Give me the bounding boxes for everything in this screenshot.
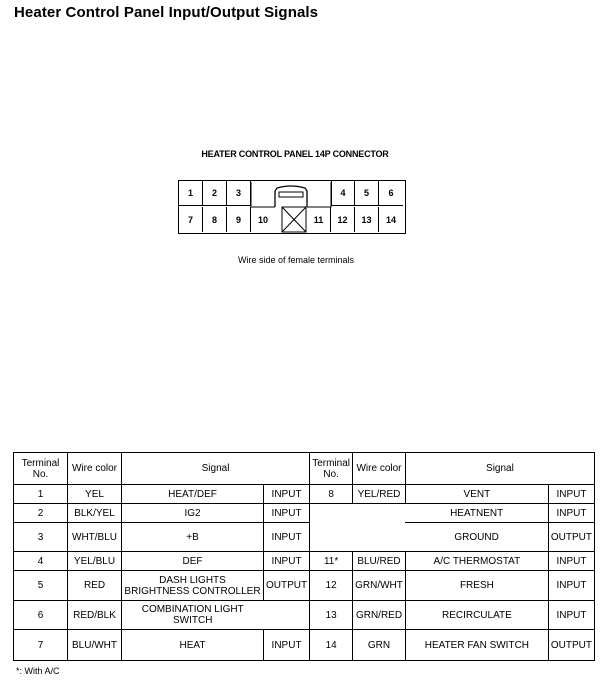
- signal-io: OUTPUT: [548, 630, 594, 661]
- table-row: [14, 601, 595, 630]
- signal-io: INPUT: [264, 523, 310, 552]
- terminal-header: Terminal No.: [310, 453, 353, 485]
- signal-name: IG2: [122, 504, 264, 523]
- terminal-no: [310, 523, 353, 552]
- wire-color: GRN/RED: [353, 601, 406, 630]
- signal-io: INPUT: [264, 504, 310, 523]
- signal-io: INPUT: [548, 601, 594, 630]
- signal-name: FRESH: [405, 571, 548, 601]
- signal-header: Signal: [122, 453, 310, 485]
- terminal-no: [310, 504, 353, 523]
- connector-caption: Wire side of female terminals: [237, 255, 355, 265]
- terminal-no: 3: [14, 523, 68, 552]
- signal-name: VENT: [405, 485, 548, 504]
- connector-lock-tab: [178, 180, 406, 234]
- signal-table: [13, 452, 595, 661]
- terminal-13: 13: [355, 207, 379, 232]
- terminal-no: 14: [310, 630, 353, 661]
- signal-name: HEAT: [122, 630, 264, 661]
- signal-name: RECIRCULATE: [405, 601, 548, 630]
- page-title: Heater Control Panel Input/Output Signals: [14, 4, 319, 21]
- terminal-no: 1: [14, 485, 68, 504]
- terminal-no: 6: [14, 601, 68, 630]
- wire-color: GRN/WHT: [353, 571, 406, 601]
- signal-name: HEAT/DEF: [122, 485, 264, 504]
- signal-io: INPUT: [548, 552, 594, 571]
- terminal-9: 9: [227, 207, 251, 232]
- wire-color: [353, 523, 406, 552]
- terminal-14: 14: [385, 214, 396, 225]
- wire-header: Wire color: [353, 453, 406, 485]
- table-row: [14, 523, 595, 552]
- signal-io: INPUT: [548, 504, 594, 523]
- wire-color: GRN: [353, 630, 406, 661]
- signal-io: [264, 601, 310, 630]
- table-row: [14, 504, 595, 523]
- footnote: *: With A/C: [16, 666, 60, 676]
- signal-name: [122, 571, 264, 601]
- terminal-no: 5: [14, 571, 68, 601]
- table-header: [14, 453, 595, 485]
- terminal-11: 11: [307, 207, 331, 232]
- signal-name: +B: [122, 523, 264, 552]
- table-row: [14, 630, 595, 661]
- signal-line: SWITCH: [173, 615, 213, 626]
- signal-line: BRIGHTNESS CONTROLLER: [124, 585, 261, 597]
- wire-color: YEL: [68, 485, 122, 504]
- signal-line: COMBINATION LIGHT: [141, 604, 244, 615]
- signal-io: OUTPUT: [548, 523, 594, 552]
- wire-header: Wire color: [68, 453, 122, 485]
- wire-color: WHT/BLU: [68, 523, 122, 552]
- signal-header: Signal: [405, 453, 594, 485]
- terminal-no: 11*: [310, 552, 353, 571]
- terminal-7: 7: [179, 207, 203, 232]
- terminal-1: 1: [179, 181, 203, 206]
- wire-color: BLU/RED: [353, 552, 406, 571]
- table-row: [14, 552, 595, 571]
- wire-color: [353, 504, 406, 523]
- signal-io: INPUT: [548, 485, 594, 504]
- terminal-no: 12: [310, 571, 353, 601]
- signal-io: INPUT: [548, 571, 594, 601]
- terminal-no: 13: [310, 601, 353, 630]
- terminal-6: 6: [379, 181, 403, 206]
- wire-color: RED/BLK: [68, 601, 122, 630]
- signal-name: [122, 601, 264, 630]
- signal-io: INPUT: [264, 630, 310, 661]
- signal-name: A/C THERMOSTAT: [405, 552, 548, 571]
- terminal-no: 4: [14, 552, 68, 571]
- signal-name: GROUND: [405, 523, 548, 552]
- terminal-no: 2: [14, 504, 68, 523]
- connector-title: HEATER CONTROL PANEL 14P CONNECTOR: [201, 149, 389, 159]
- terminal-header: Terminal No.: [14, 453, 68, 485]
- terminal-no: 7: [14, 630, 68, 661]
- wire-color: BLK/YEL: [68, 504, 122, 523]
- signal-io: INPUT: [264, 552, 310, 571]
- signal-name: HEATNENT: [405, 504, 548, 523]
- signal-line: DASH LIGHTS: [159, 574, 226, 586]
- signal-name: HEATER FAN SWITCH: [405, 630, 548, 661]
- terminal-5: 5: [355, 181, 379, 206]
- signal-name: DEF: [122, 552, 264, 571]
- wire-color: YEL/BLU: [68, 552, 122, 571]
- table-row: [14, 485, 595, 504]
- terminal-12: 12: [331, 207, 355, 232]
- wire-color: YEL/RED: [353, 485, 406, 504]
- wire-color: RED: [68, 571, 122, 601]
- signal-io: INPUT: [264, 485, 310, 504]
- wire-color: BLU/WHT: [68, 630, 122, 661]
- terminal-8: 8: [203, 207, 227, 232]
- terminal-2: 2: [203, 181, 227, 206]
- signal-io: OUTPUT: [264, 571, 310, 601]
- table-row: [14, 571, 595, 601]
- terminal-no: 8: [310, 485, 353, 504]
- terminal-4: 4: [331, 181, 355, 206]
- connector-diagram: [178, 180, 406, 234]
- terminal-3: 3: [227, 181, 251, 206]
- terminal-10: 10: [257, 214, 268, 225]
